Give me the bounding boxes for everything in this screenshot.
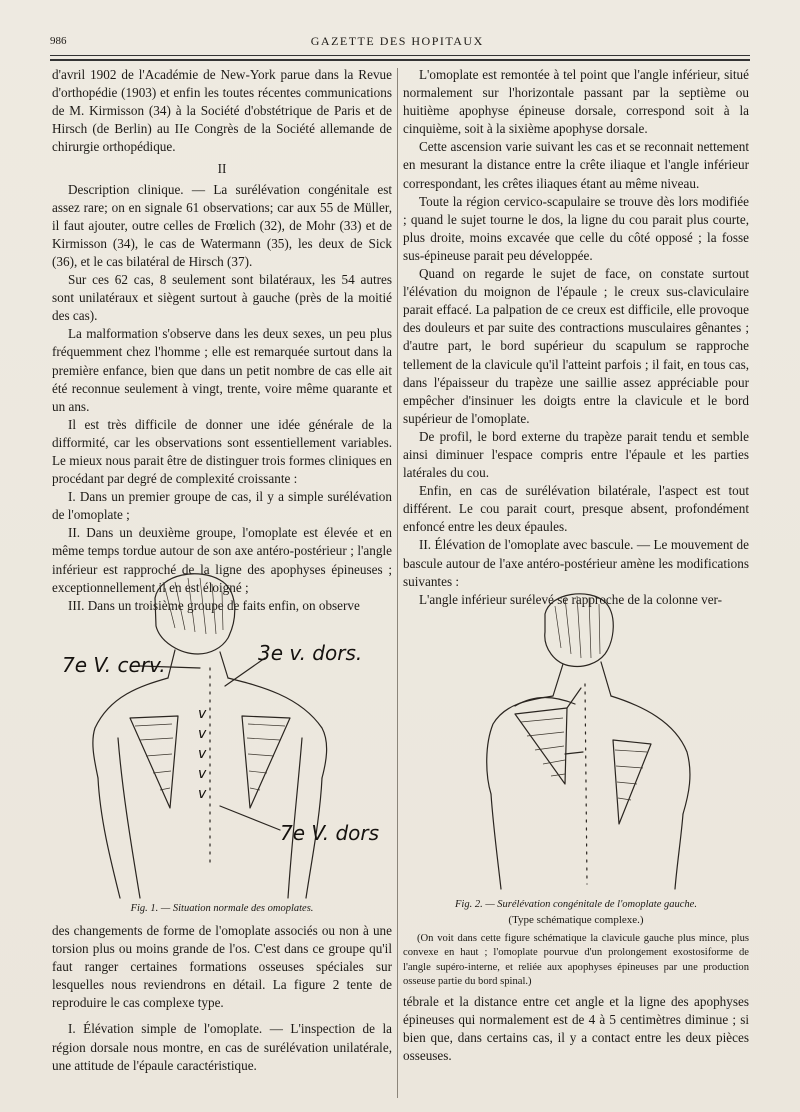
- header-rule-thin: [50, 55, 750, 56]
- paragraph: I. Élévation simple de l'omoplate. — L'inspection de la région dorsale nous montre, en cas de surélévation unilatérale, une attitude de l'épaule caractéristique.: [52, 1021, 392, 1073]
- paragraph: II. Élévation de l'omoplate avec bascule. — Le mouvement de bascule autour de l'axe antéro-postérieur amène les modifications suivantes :: [403, 537, 749, 589]
- paragraph: Sur ces 62 cas, 8 seulement sont bilatéraux, les 54 autres sont unilatéraux et siègent surtout à gauche (près de la moitié des cas).: [52, 272, 392, 324]
- section-number: II: [217, 161, 227, 177]
- figure-1-caption: Fig. 1. — Situation normale des omoplates.: [130, 903, 314, 914]
- paragraph: tébrale et la distance entre cet angle et la ligne des apophyses épineuses qui normalement est de 4 à 5 centimètres diminue ; si bien que, dans certains cas, il y a contact entre les deux pièces osseuses.: [403, 994, 749, 1064]
- label-7th-dorsal: 7e V. dors: [280, 821, 380, 845]
- paragraph: Il est très difficile de donner une idée générale de la difformité, car les observations sont essentiellement variables. Le mieux nous parait être de distinguer trois formes cliniques en procédant par degré de complexité croissante :: [52, 416, 392, 487]
- figure-2-note-text: (On voit dans cette figure schématique la clavicule gauche plus mince, plus convexe en haut ; l'omoplate pourvue d'un prolongement exostosiforme de l'angle supéro-interne, et reliée aux apophyses épineuses par une production osseuse partie du bord spinal.): [403, 933, 749, 988]
- left-column-lower: [52, 922, 392, 1075]
- paragraph: La malformation s'observe dans les deux sexes, un peu plus fréquemment chez l'homme ; elle est remarquée surtout dans la première enfance, bien que dans un petit nombre de cas elle ait été reconnue seulement à vingt, trente, voire même quarante et un ans.: [52, 326, 392, 414]
- left-column: [52, 66, 392, 615]
- svg-text:v: v: [198, 726, 207, 742]
- header-rule-thick: [50, 59, 750, 61]
- figure-1-drawing: [60, 568, 395, 902]
- paragraph: I. Dans un premier groupe de cas, il y a simple surélévation de l'omoplate ;: [52, 489, 392, 523]
- paragraph: De profil, le bord externe du trapèze parait tendu et semble ainsi diminuer l'espace compris entre l'épaule et les parties latérales du cou.: [403, 428, 749, 481]
- figure-2-caption: Fig. 2. — Surélévation congénitale de l'omoplate gauche.: [455, 899, 697, 910]
- paragraph: Cette ascension varie suivant les cas et se reconnait nettement en mesurant la distance entre la crête iliaque et l'angle inférieur correspondant, les crêtes iliaques étant au même niveau.: [403, 139, 749, 191]
- paragraph: II. Dans un deuxième groupe, l'omoplate est élevée et en même temps tordue autour de son axe antéro-postérieur ; l'angle inférieur est rapproché de la ligne des apophyses épineuses ; exceptionnellement il en est éloigné ;: [52, 525, 392, 595]
- paragraph: Toute la région cervico-scapulaire se trouve dès lors modifiée ; quand le sujet tourne le dos, la ligne du cou parait plus courte, plus droite, moins excavée que celle du côté opposé ; la fosse sus-épineuse parait peu développée.: [403, 193, 749, 263]
- label-7th-cervical: 7e V. cerv.: [62, 653, 166, 677]
- figure-2-drawing: [405, 584, 750, 894]
- svg-text:v: v: [198, 706, 207, 722]
- paragraph: Quand on regarde le sujet de face, on constate surtout l'élévation du moignon de l'épaule ; le creux sus-claviculaire parait effacé. La palpation de ce creux est difficile, elle provoque des douleurs et par suite des contractions musculaires gênantes ; d'autre part, le bord supérieur du scapulum se rapproche tellement de la clavicule qu'il l'atteint parfois ; il fait, en tous cas, dans l'épaisseur du trapèze une saillie assez appréciable pour empêcher d'insinuer les doigts entre la clavicule et le bord supérieur de l'omoplate.: [403, 266, 749, 426]
- svg-text:v: v: [198, 746, 207, 762]
- svg-text:v: v: [198, 766, 207, 782]
- paragraph: Description clinique. — La surélévation congénitale est assez rare; on en signale 61 observations; car aux 55 de Müller, il faut ajouter, outre celles de Frœlich (32), de Mohr (33) et de Kirmisson (34), le cas de Watermann (35), les deux de Sick (36), et le cas bilatéral de Hirsch (37).: [52, 181, 392, 269]
- paragraph: des changements de forme de l'omoplate associés ou non à une torsion plus ou moins grande de l'os. C'est dans ce groupe qu'il faut ranger certaines formations osseuses spéciales sur lesquelles nous reviendrons en détail. La figure 2 tente de reproduire le cas complexe type.: [52, 923, 392, 1011]
- column-divider: [397, 68, 398, 1098]
- figure-2-illustration: [405, 584, 750, 894]
- label-3rd-dorsal: 3e v. dors.: [258, 641, 363, 665]
- figure-2-subcaption: (Type schématique complexe.): [508, 914, 644, 926]
- svg-text:v: v: [198, 786, 207, 802]
- page-header: [50, 30, 750, 52]
- figure-1-illustration: [60, 568, 395, 902]
- paragraph: L'omoplate est remontée à tel point que l'angle inférieur, situé normalement sur l'horizontale passant par la septième ou huitième apophyse épineuse dorsale, correspond soit à la cinquième, soit à la sixième apophyse dorsale.: [403, 67, 749, 137]
- paragraph: d'avril 1902 de l'Académie de New-York parue dans la Revue d'orthopédie (1903) et enfin les toutes récentes communications de M. Kirmisson (34) à la Société d'obstétrique de Paris et de Hirsch (de Berlin) au IIe Congrès de la Société allemande de chirurgie orthopédique.: [52, 67, 392, 155]
- paragraph: Enfin, en cas de surélévation bilatérale, l'aspect est tout différent. Le cou parait court, presque absent, profondément enfoncé entre les deux épaules.: [403, 483, 749, 535]
- paragraph: L'angle inférieur surélevé se rapproche de la colonne ver-: [419, 591, 723, 607]
- figure-2-note: [403, 932, 749, 990]
- page-number: 986: [50, 35, 67, 47]
- right-column: [403, 66, 749, 609]
- journal-title: GAZETTE DES HOPITAUX: [310, 33, 484, 48]
- right-column-lower: [403, 993, 749, 1065]
- paragraph: III. Dans un troisième groupe de faits enfin, on observe: [68, 597, 360, 613]
